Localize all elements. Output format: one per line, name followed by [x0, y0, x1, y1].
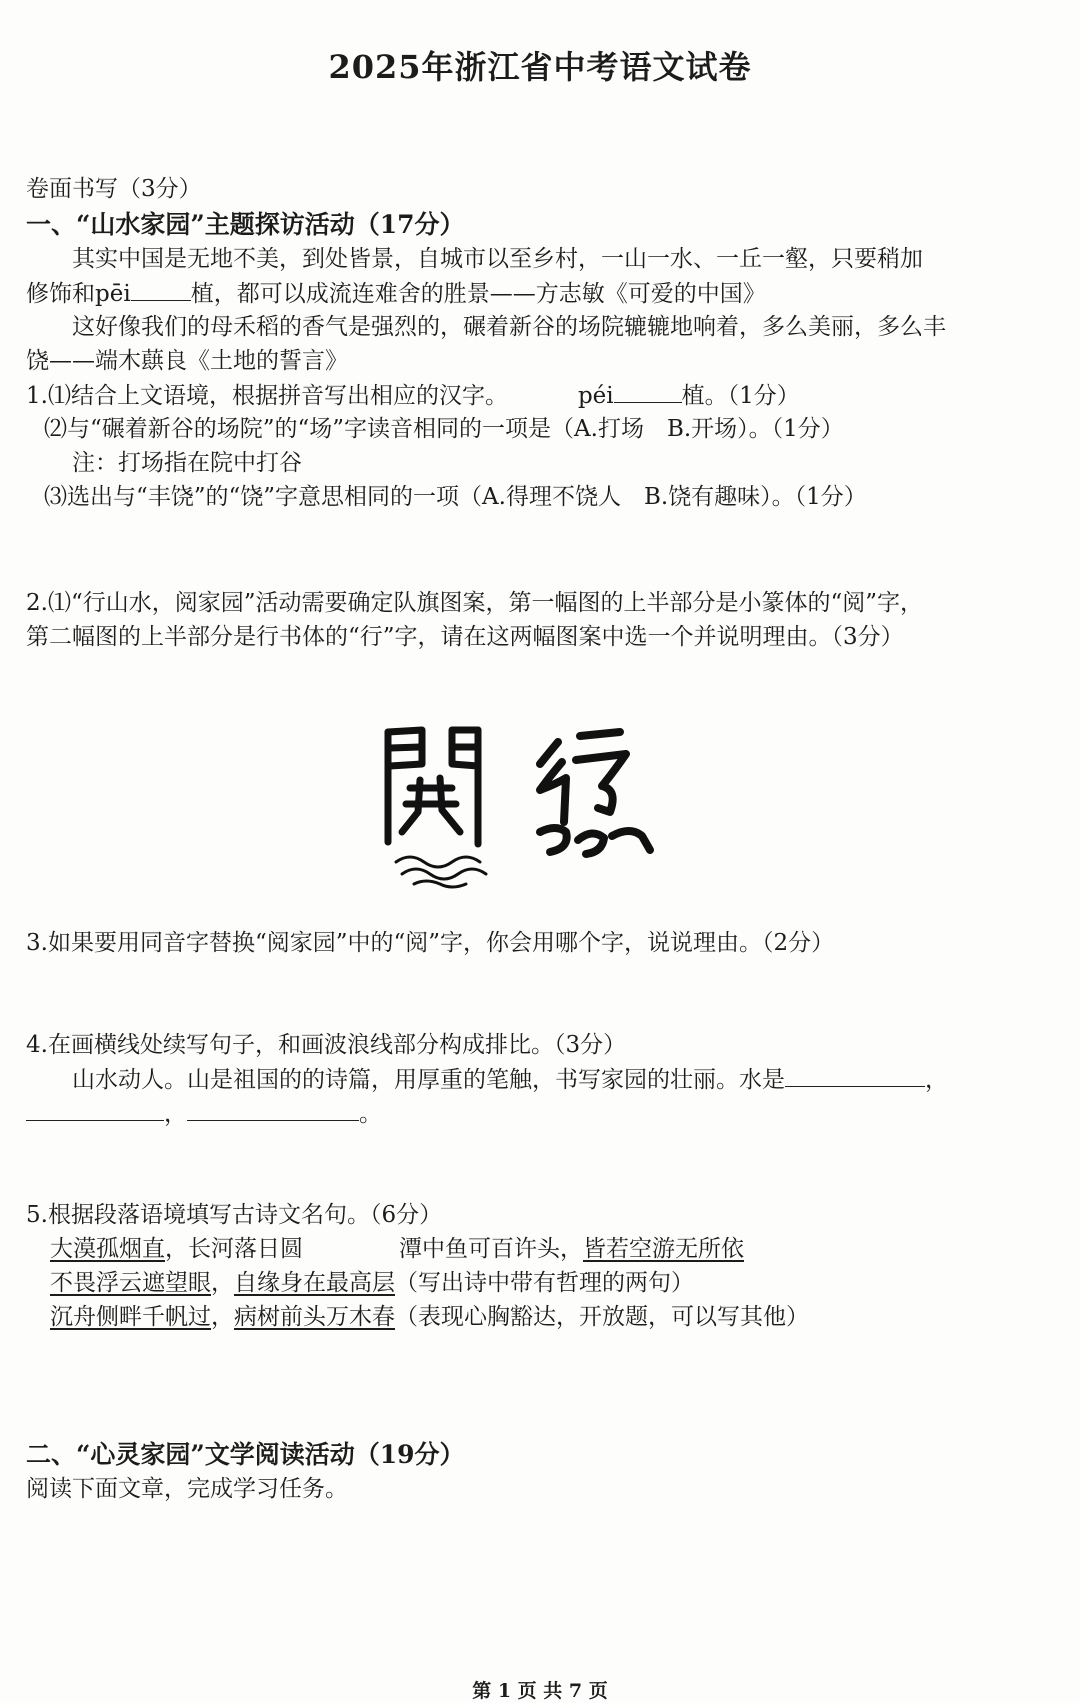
q4-prompt: 山水动人。山是祖国的的诗篇，用厚重的笔触，书写家园的壮丽。水是: [72, 1067, 785, 1093]
running-script-xing-glyph: [540, 732, 650, 854]
q5-row-3: [50, 1302, 809, 1332]
passage2-line2: 饶——端木蕻良《土地的誓言》: [26, 348, 348, 374]
question-1-note: 注：打场指在院中打谷: [72, 450, 302, 476]
question-4-line2: [72, 1064, 948, 1095]
q5-text-2b: ，: [211, 1270, 234, 1296]
q5-text-3d: （表现心胸豁达，开放题，可以写其他）: [395, 1304, 809, 1330]
question-5-heading: 5.根据段落语境填写古诗文名句。（6分）: [26, 1202, 443, 1228]
question-1-3: ⑶选出与“丰饶”的“饶”字意思相同的一项（A.得理不饶人 B.饶有趣味）。（1分）: [44, 484, 867, 510]
passage1-text-a: 修饰和pēi: [26, 281, 131, 307]
passage1-text-b: 植，都可以成流连难舍的胜景——方志敏《可爱的中国》: [190, 281, 766, 307]
section2-heading: 二、“心灵家园”文学阅读活动（19分）: [26, 1440, 465, 1469]
section2-instruction: 阅读下面文章，完成学习任务。: [26, 1476, 348, 1502]
flag-glyph-images: [380, 712, 710, 902]
exam-title: 2025年浙江省中考语文试卷: [328, 48, 752, 86]
page-number: 第 1 页 共 7 页: [472, 1680, 608, 1702]
q5-text-3b: ，: [211, 1304, 234, 1330]
q5-text-2d: （写出诗中带有哲理的两句）: [395, 1270, 694, 1296]
pinyin-blank-1[interactable]: [131, 278, 191, 301]
passage2-line1: 这好像我们的母禾稻的香气是强烈的，碾着新谷的场院辘辘地响着，多么美丽，多么丰: [72, 314, 946, 340]
passage1-line2: [26, 278, 766, 309]
q5-answer-2a: 不畏浮云遮望眼: [50, 1270, 211, 1296]
q5-row-1: [50, 1234, 744, 1264]
q1-1-prompt: 1.⑴结合上文语境，根据拼音写出相应的汉字。: [26, 383, 508, 409]
q5-answer-3a: 沉舟侧畔千帆过: [50, 1304, 211, 1330]
handwriting-note: 卷面书写（3分）: [26, 176, 202, 202]
question-2-line1: 2.⑴“行山水，阅家园”活动需要确定队旗图案，第一幅图的上半部分是小篆体的“阅”字，: [26, 590, 923, 616]
answer-blank-q1-1[interactable]: [614, 380, 682, 403]
q5-text-1c: 潭中鱼可百许头，: [399, 1236, 583, 1262]
q5-answer-2c: 自缘身在最高层: [234, 1270, 395, 1296]
q5-answer-1a: 大漠孤烟直: [50, 1236, 165, 1262]
q5-row-2: [50, 1268, 694, 1298]
answer-blank-q4-2[interactable]: [26, 1098, 164, 1121]
q1-1-pinyin: péi: [577, 383, 614, 409]
question-4-line1: 4.在画横线处续写句子，和画波浪线部分构成排比。（3分）: [26, 1032, 627, 1058]
question-3: 3.如果要用同音字替换“阅家园”中的“阅”字，你会用哪个字，说说理由。（2分）: [26, 930, 835, 956]
q4-period: 。: [359, 1101, 382, 1127]
answer-blank-q4-3[interactable]: [187, 1098, 359, 1121]
seal-script-yue-glyph: [388, 730, 486, 887]
q5-answer-1d: 皆若空游无所依: [583, 1236, 744, 1262]
q1-1-suffix: 植。（1分）: [681, 383, 800, 409]
answer-blank-q4-1[interactable]: [785, 1064, 925, 1087]
question-2-line2: 第二幅图的上半部分是行书体的“行”字，请在这两幅图案中选一个并说明理由。（3分）: [26, 624, 904, 650]
passage1-line1: 其实中国是无地不美，到处皆景，自城市以至乡村，一山一水、一丘一壑，只要稍加: [72, 246, 923, 272]
question-1-2: ⑵与“碾着新谷的场院”的“场”字读音相同的一项是（A.打场 B.开场）。（1分）: [44, 416, 844, 442]
question-4-line3: [26, 1098, 382, 1129]
section1-heading: 一、“山水家园”主题探访活动（17分）: [26, 210, 465, 239]
question-1-1: [26, 380, 800, 411]
q5-text-1b: ，长河落日圆: [165, 1236, 303, 1262]
q5-answer-3c: 病树前头万木春: [234, 1304, 395, 1330]
q4-comma-2: ，: [164, 1101, 187, 1127]
q4-comma-1: ，: [925, 1067, 948, 1093]
